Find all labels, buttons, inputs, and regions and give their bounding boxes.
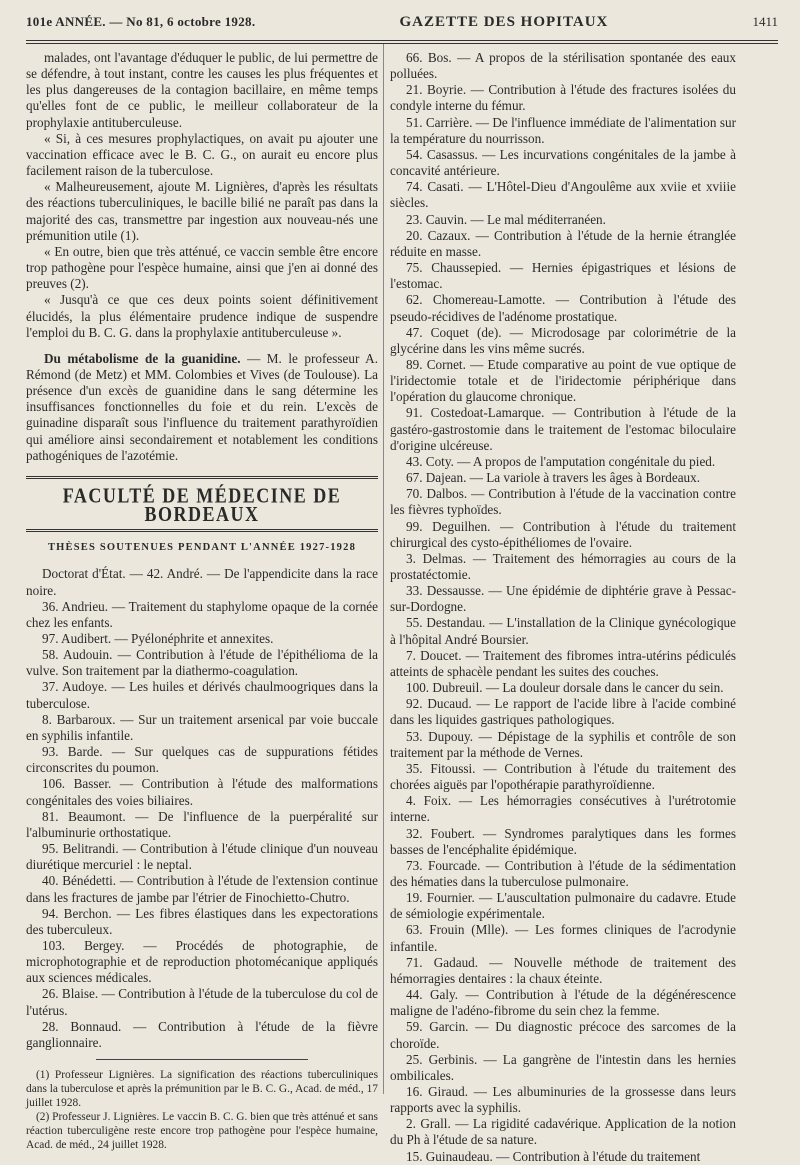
thesis-entry: 89. Cornet. — Etude comparative au point de vue optique de l'iridectomie totale et de l'iridectomie périphérique dans l'opération du glaucome chronique. [390, 356, 736, 405]
thesis-entry: 3. Delmas. — Traitement des hémorragies au cours de la prostatéctomie. [390, 550, 736, 582]
thesis-entry: 35. Fitoussi. — Contribution à l'étude du traitement des chorées aiguës par l'opothérapie parathyroïdienne. [390, 760, 736, 793]
theses-list-right [390, 50, 736, 1165]
thesis-entry: 71. Gadaud. — Nouvelle méthode de traitement des hémorragies dentaires : la chaux éteinte. [390, 954, 736, 986]
thesis-entry: 54. Casassus. — Les incurvations congénitales de la jambe à concavité antérieure. [390, 146, 736, 179]
guanidine-article [26, 351, 378, 464]
thesis-entry: 26. Blaise. — Contribution à l'étude de la tuberculose du col de l'utérus. [26, 986, 378, 1018]
thesis-entry: 55. Destandau. — L'installation de la Clinique gynécologique à l'hôpital André Boursier. [390, 615, 736, 647]
thesis-entry: 91. Costedoat-Lamarque. — Contribution à l'étude de la gastéro-gastrostomie dans le traitement de l'estomac biloculaire d'origine ulcéreuse. [390, 405, 736, 453]
section-divider [26, 529, 378, 532]
thesis-entry: 2. Grall. — La rigidité cadavérique. Application de la notion du Ph à l'étude de sa nature. [390, 1116, 736, 1148]
faculty-title: FACULTÉ DE MÉDECINE DE BORDEAUX [62, 484, 342, 526]
thesis-entry: 23. Cauvin. — Le mal méditerranéen. [406, 211, 606, 227]
thesis-entry: 16. Giraud. — Les albuminuries de la grossesse dans leurs rapports avec la syphilis. [390, 1084, 736, 1116]
intro-paragraph: « Malheureusement, ajoute M. Lignières, d'après les résultats des réactions tuberculiniques, le bacille bilié ne paraît pas dans la majorité des cas, transmettre par ingestion aux nouveau-nés une prémunition utile (1). [26, 179, 378, 243]
theses-title: THÈSES SOUTENUES PENDANT L'ANNÉE 1927-1928 [47, 542, 357, 554]
thesis-entry: 53. Dupouy. — Dépistage de la syphilis et contrôle de son traitement par la méthode de Vernes. [390, 728, 736, 760]
thesis-entry: 19. Fournier. — L'auscultation pulmonaire du cadavre. Etude de sémiologie expérimentale. [390, 890, 736, 922]
thesis-entry: 74. Casati. — L'Hôtel-Dieu d'Angoulême aux xviie et xviiie siècles. [390, 179, 736, 211]
thesis-entry: 28. Bonnaud. — Contribution à l'étude de la fièvre ganglionnaire. [26, 1018, 378, 1050]
thesis-entry: 62. Chomereau-Lamotte. — Contribution à l'étude des pseudo-récidives de l'adénome prostatique. [390, 292, 736, 324]
intro-paragraph: « Jusqu'à ce que ces deux points soient définitivement élucidés, la plus élémentaire prudence indique de suspendre l'emploi du B. C. G. dans la prophylaxie antituberculeuse ». [26, 292, 378, 340]
thesis-entry: 44. Galy. — Contribution à l'étude de la dégénérescence maligne de l'adéno-fibrome du sein chez la femme. [390, 987, 736, 1019]
page-number: 1411 [752, 14, 778, 29]
thesis-entry: 7. Doucet. — Traitement des fibromes intra-utérins pédiculés atteints de sphacèle pendant les suites des couches. [390, 647, 736, 679]
theses-list-left [26, 566, 378, 1051]
thesis-entry: 73. Fourcade. — Contribution à l'étude de la sédimentation des hématies dans la tuberculose pulmonaire. [390, 857, 736, 889]
thesis-entry: 36. Andrieu. — Traitement du staphylome opaque de la cornée chez les enfants. [26, 598, 378, 630]
header-rule [26, 40, 778, 41]
thesis-entry: 20. Cazaux. — Contribution à l'étude de la hernie étranglée réduite en masse. [390, 227, 736, 259]
thesis-entry: Doctorat d'État. — 42. André. — De l'appendicite dans la race noire. [26, 566, 378, 598]
thesis-entry: 103. Bergey. — Procédés de photographie, de microphotographie et de reproduction photomécanique appliqués aux sciences médicales. [26, 937, 378, 986]
thesis-entry: 37. Audoye. — Les huiles et dérivés chaulmoogriques dans la tuberculose. [26, 679, 378, 711]
thesis-entry: 92. Ducaud. — Le rapport de l'acide libre à l'acide combiné dans les liquides gastriques pathologiques. [390, 696, 736, 728]
guanidine-text: — M. le professeur A. Rémond (de Metz) et MM. Colombies et Vives (de Toulouse). La présence d'un excès de guanidine dans le sang détermine les insuffisances fonctionnelles du foie et du rein. L'excès de guinadine disparaît sous l'influence du traitement parathyroïdien qui améliore ainsi secondairement et notablement les conditions pathogéniques de l'azotémie. [26, 350, 378, 463]
guanidine-title: Du métabolisme de la guanidine. [44, 350, 241, 366]
journal-title: GAZETTE DES HOPITAUX [399, 14, 609, 30]
intro-paragraph: malades, ont l'avantage d'éduquer le public, de lui permettre de se défendre, à tout instant, contre les causes les plus fréquentes et les plus dangereuses de la contagion bacillaire, en même temps qu'elles font de ce public, le meilleur collaborateur de la prophylaxie antituberculeuse. [26, 50, 378, 130]
issue-info: 101e ANNÉE. — No 81, 6 octobre 1928. [26, 14, 256, 29]
intro-paragraph: « Si, à ces mesures prophylactiques, on avait pu ajouter une vaccination efficace avec le B. C. G., on aurait eu encore plus facilement raison de la tuberculose. [26, 130, 378, 179]
thesis-entry: 93. Barde. — Sur quelques cas de suppurations fétides circonscrites du poumon. [26, 744, 378, 776]
right-column [390, 50, 736, 1165]
thesis-entry: 21. Boyrie. — Contribution à l'étude des fractures isolées du condyle interne du fémur. [390, 82, 736, 114]
footnote: (2) Professeur J. Lignières. Le vaccin B. C. G. bien que très atténué et sans réaction tuberculigène reste encore trop pathogène pour l'espèce humaine, Acad. de méd., 24 juillet 1928. [26, 1111, 378, 1152]
thesis-entry: 66. Bos. — A propos de la stérilisation spontanée des eaux polluées. [390, 50, 736, 82]
thesis-entry: 25. Gerbinis. — La gangrène de l'intestin dans les hernies ombilicales. [390, 1051, 736, 1083]
column-divider [383, 44, 384, 1094]
thesis-entry: 70. Dalbos. — Contribution à l'étude de la vaccination contre les fièvres typhoïdes. [390, 486, 736, 518]
thesis-entry: 40. Bénédetti. — Contribution à l'étude de l'extension continue dans les fractures de jambe par l'étrier de Finochietto-Chutro. [26, 873, 378, 905]
footnotes [26, 1068, 378, 1152]
header-rule-2 [26, 43, 778, 44]
page-header [26, 14, 778, 36]
intro-text [26, 50, 378, 341]
thesis-entry: 15. Guinaudeau. — Contribution à l'étude du traitement [406, 1148, 701, 1164]
thesis-entry: 99. Deguilhen. — Contribution à l'étude du traitement chirurgical des cysto-épithéliomes de l'ovaire. [390, 518, 736, 550]
thesis-entry: 43. Coty. — A propos de l'amputation congénitale du pied. [406, 453, 716, 469]
thesis-entry: 58. Audouin. — Contribution à l'étude de l'épithélioma de la vulve. Son traitement par la diathermo-coagulation. [26, 647, 378, 679]
thesis-entry: 8. Barbaroux. — Sur un traitement arsenical par voie buccale en syphilis infantile. [26, 711, 378, 743]
thesis-entry: 47. Coquet (de). — Microdosage par colorimétrie de la glycérine dans les vins même sucrés. [390, 324, 736, 356]
section-divider [26, 476, 378, 479]
thesis-entry: 63. Frouin (Mlle). — Les formes cliniques de l'acrodynie infantile. [390, 922, 736, 954]
thesis-entry: 33. Dessausse. — Une épidémie de diphtérie grave à Pessac-sur-Dordogne. [390, 583, 736, 615]
left-column [26, 50, 378, 1152]
intro-paragraph: « En outre, bien que très atténué, ce vaccin semble être encore trop pathogène pour l'espèce humaine, ainsi que j'en ai donné des preuves (2). [26, 243, 378, 292]
thesis-entry: 32. Foubert. — Syndromes paralytiques dans les formes basses de l'encéphalite épidémique. [390, 825, 736, 857]
thesis-entry: 4. Foix. — Les hémorragies consécutives à l'urétrotomie interne. [390, 793, 736, 825]
thesis-entry: 51. Carrière. — De l'influence immédiate de l'alimentation sur la température du nourrisson. [390, 114, 736, 146]
thesis-entry: 94. Berchon. — Les fibres élastiques dans les expectorations des tuberculeux. [26, 905, 378, 937]
thesis-entry: 106. Basser. — Contribution à l'étude des malformations congénitales des voies biliaires. [26, 776, 378, 808]
thesis-entry: 67. Dajean. — La variole à travers les âges à Bordeaux. [406, 470, 701, 486]
thesis-entry: 81. Beaumont. — De l'influence de la puerpéralité sur l'albuminurie orthostatique. [26, 808, 378, 840]
footnote-divider [96, 1059, 307, 1060]
thesis-entry: 59. Garcin. — Du diagnostic précoce des sarcomes de la choroïde. [390, 1019, 736, 1051]
footnote: (1) Professeur Lignières. La signification des réactions tuberculiniques dans la tuberculose et après la prémunition par le B. C. G., Acad. de méd., 17 juillet 1928. [26, 1069, 378, 1110]
thesis-entry: 95. Belitrandi. — Contribution à l'étude clinique d'un nouveau diurétique mercuriel : le neptal. [26, 841, 378, 873]
thesis-entry: 100. Dubreuil. — La douleur dorsale dans le cancer du sein. [406, 680, 724, 696]
thesis-entry: 75. Chaussepied. — Hernies épigastriques et lésions de l'estomac. [390, 260, 736, 292]
thesis-entry: 97. Audibert. — Pyélonéphrite et annexites. [42, 631, 274, 646]
